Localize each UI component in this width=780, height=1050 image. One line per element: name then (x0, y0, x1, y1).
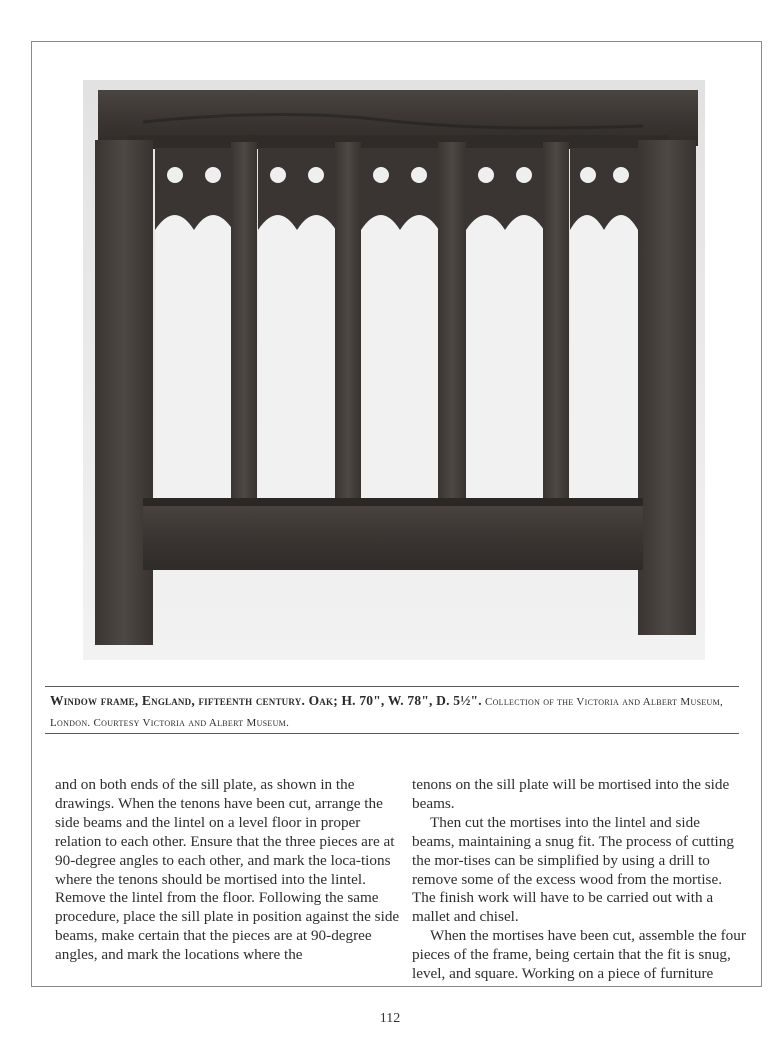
caption-rule-bottom (45, 733, 739, 734)
caption-lead: Window frame, England, fifteenth century. Oak; H. 70", W. 78", D. 5½". (50, 693, 482, 708)
paragraph: and on both ends of the sill plate, as shown in the drawings. When the tenons have been cut, arrange the side beams and the lintel on a level floor in proper relation to each other. Ensure that the three pieces are at 90-degree angles to each other, and mark the loca-tions where the tenons should be mortised into the lintel. Remove the lintel from the floor. Following the same procedure, place the sill plate in position against the side beams, make certain that the pieces are at 90-degree angles, and mark the locations where the (55, 776, 400, 964)
body-column-left (55, 776, 400, 965)
body-column-right (412, 776, 746, 984)
paragraph: When the mortises have been cut, assemble the four pieces of the frame, being certain that the fit is snug, level, and square. Working on a piece of furniture (412, 927, 746, 983)
figure-caption (50, 691, 740, 733)
caption-rule-top (45, 686, 739, 687)
paragraph: Then cut the mortises into the lintel and side beams, maintaining a snug fit. The process of cutting the mor-tises can be simplified by using a drill to remove some of the excess wood from the mortise. The finish work will have to be carried out with a mallet and chisel. (412, 813, 734, 926)
page-number: 112 (379, 1011, 401, 1026)
window-frame-photo (83, 80, 705, 660)
paragraph: tenons on the sill plate will be mortised into the side beams. (412, 776, 730, 812)
window-frame-illustration (83, 80, 705, 660)
caption-credit: Collection of the Victoria and Albert Museum, London. Courtesy Victoria and Albert Museum. (50, 696, 724, 729)
